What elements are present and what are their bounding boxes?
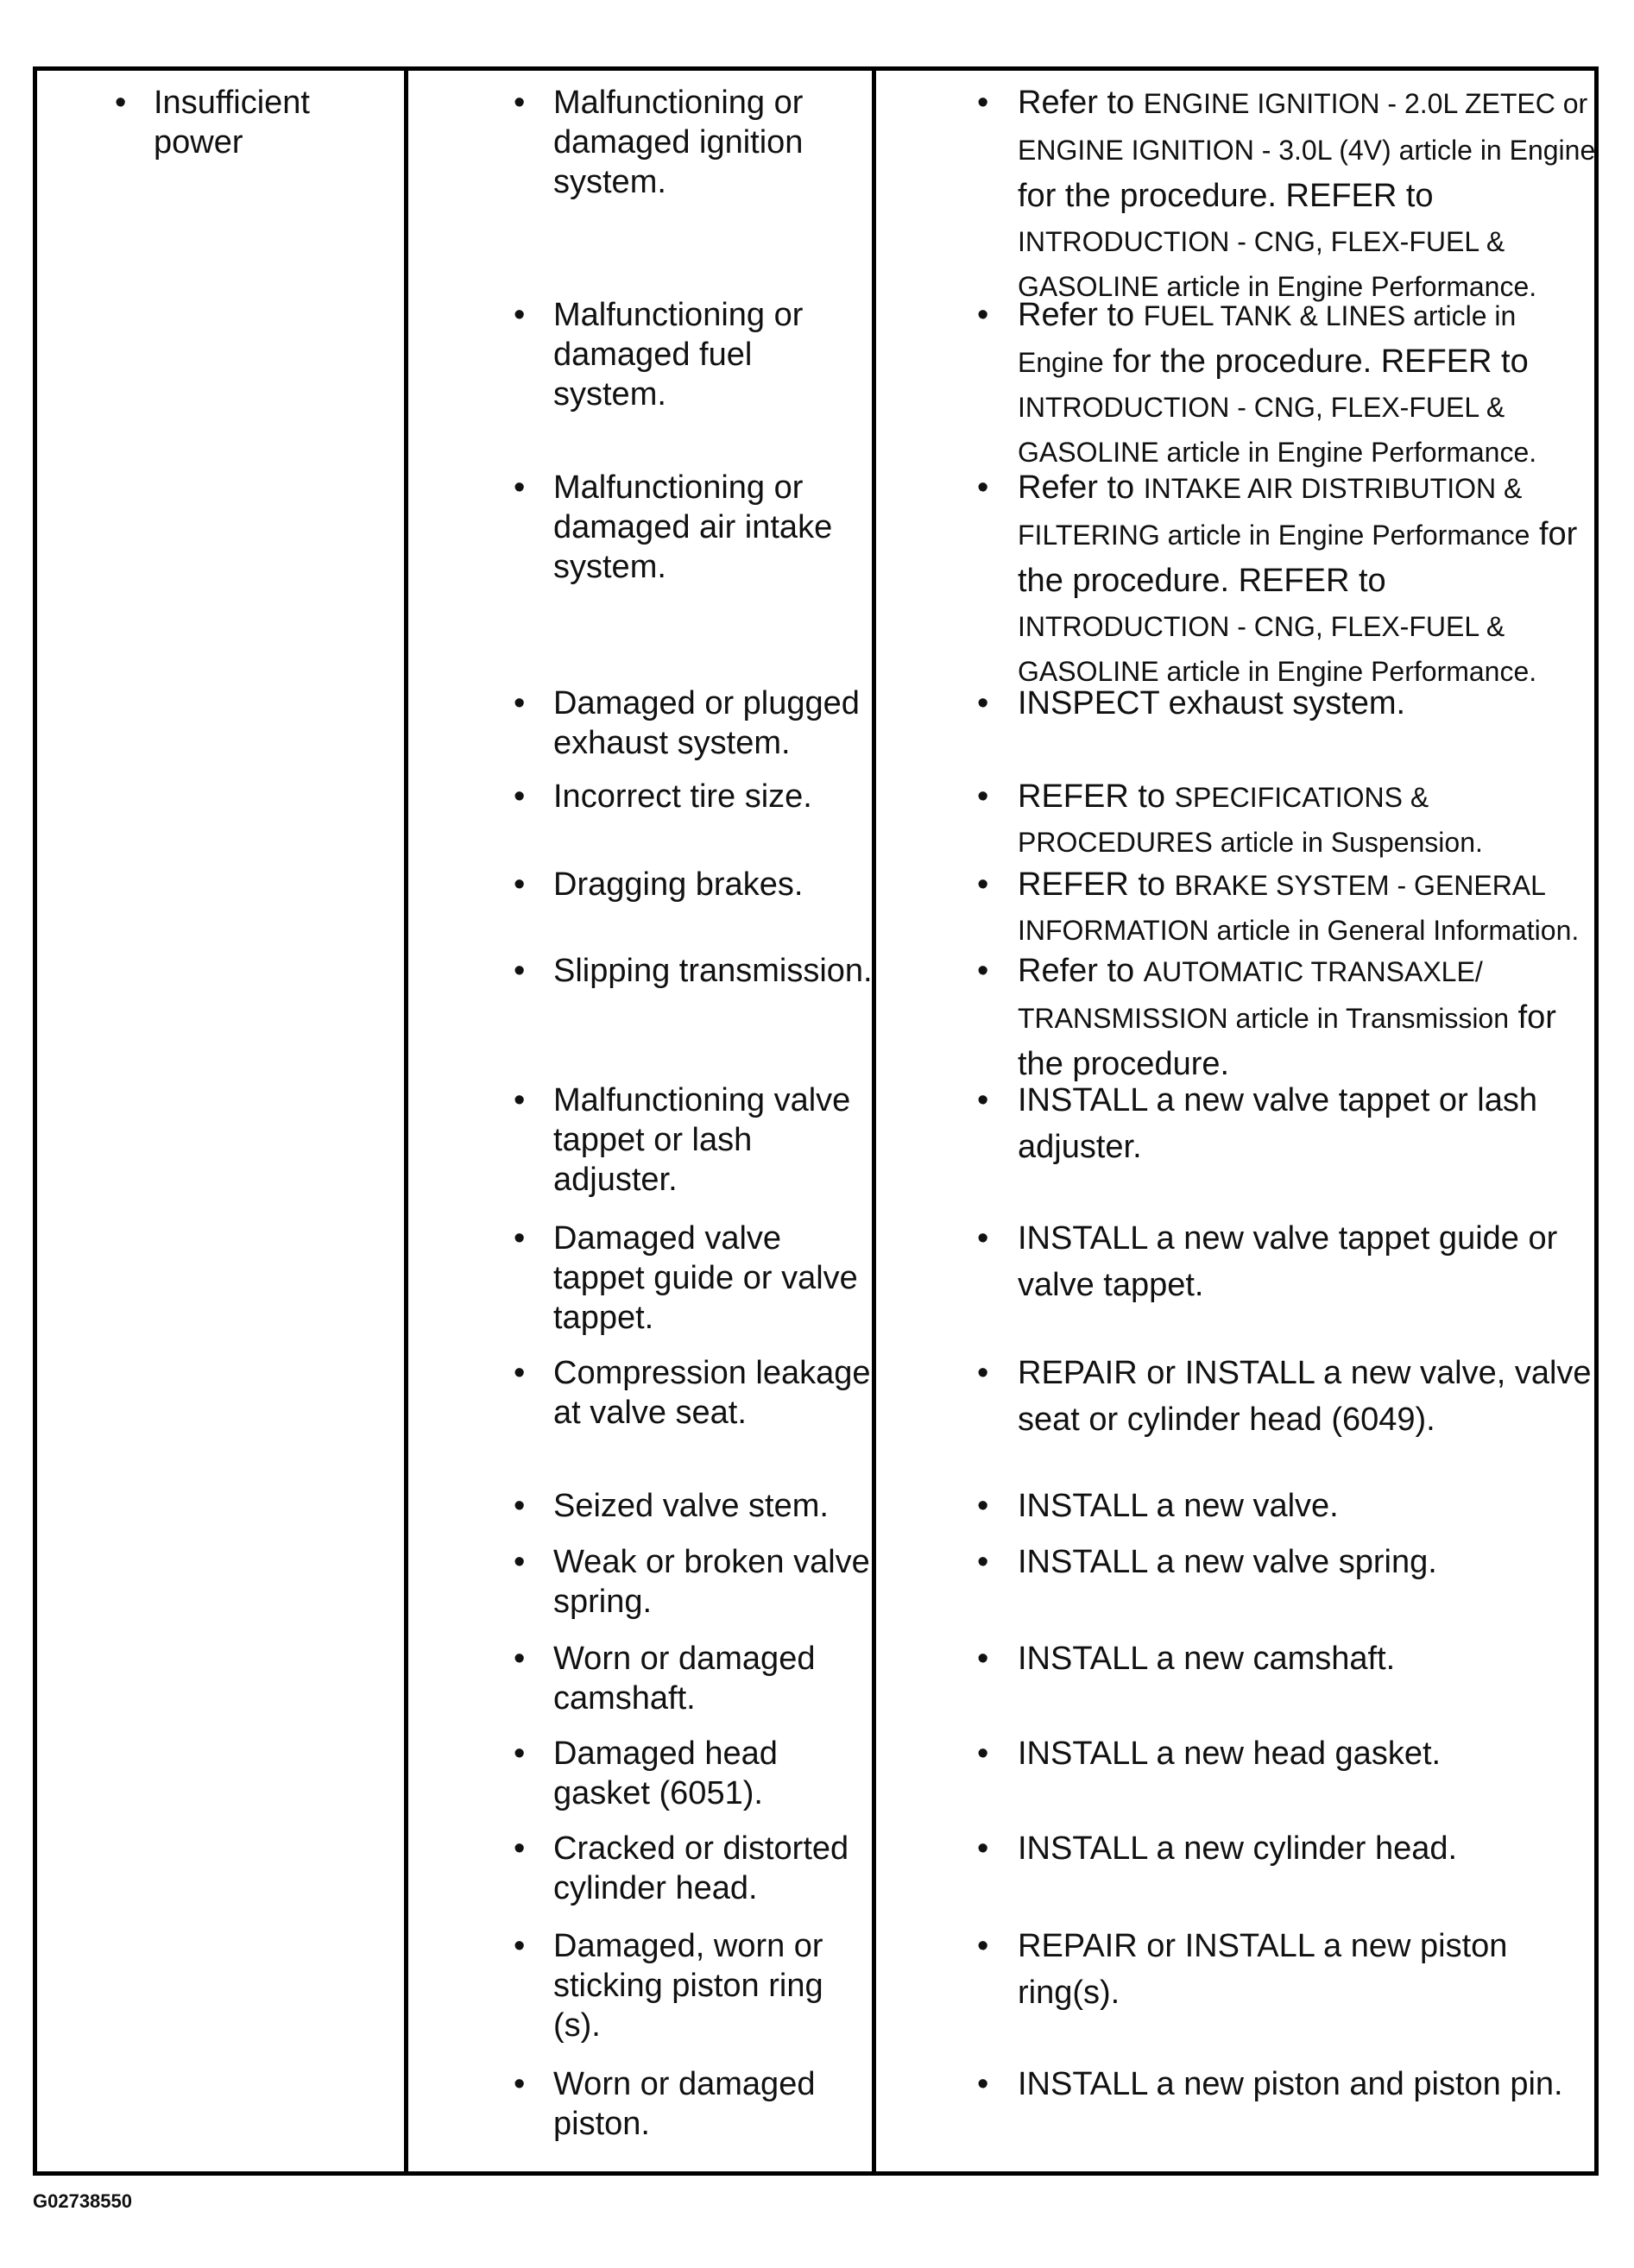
article-reference: SPECIFICATIONS & PROCEDURES article in Suspension.	[1018, 782, 1483, 858]
bullet: •	[514, 85, 526, 121]
cause-text: Dragging brakes.	[553, 866, 804, 903]
cause-text: Malfunctioning or damaged air intake system.	[553, 469, 833, 585]
action-instruction: REFER to	[1018, 778, 1175, 815]
bullet: •	[514, 1544, 526, 1580]
bullet: •	[977, 469, 989, 506]
cause-text: Slipping transmission.	[553, 953, 873, 989]
bullet: •	[977, 1830, 989, 1867]
bullet: •	[977, 1641, 989, 1677]
bullet: •	[977, 2066, 989, 2102]
bullet: •	[514, 685, 526, 721]
cause-text: Damaged valve tappet guide or valve tappet.	[553, 1220, 858, 1336]
action-instruction: INSTALL a new head gasket.	[1018, 1736, 1442, 1772]
cause-text: Seized valve stem.	[553, 1488, 829, 1524]
action-text	[1018, 865, 1600, 956]
action-text	[1018, 1353, 1600, 1446]
action-instruction: REPAIR or INSTALL a new valve, valve seat or cylinder head (6049).	[1018, 1355, 1592, 1438]
cause-text: Weak or broken valve spring.	[553, 1544, 870, 1620]
article-reference: INTRODUCTION - CNG, FLEX-FUEL & GASOLINE article in Engine Performance.	[1018, 611, 1537, 687]
bullet: •	[514, 1641, 526, 1677]
action-text	[1018, 1219, 1600, 1312]
bullet: •	[977, 1220, 989, 1257]
action-instruction: Refer to	[1018, 469, 1144, 506]
cause-text: Worn or damaged camshaft.	[553, 1641, 816, 1717]
troubleshooting-table	[33, 66, 1599, 2176]
article-reference: INTAKE AIR DISTRIBUTION & FILTERING article in Engine Performance	[1018, 473, 1530, 551]
bullet: •	[514, 953, 526, 989]
article-reference: BRAKE SYSTEM - GENERAL INFORMATION article in General Information.	[1018, 870, 1580, 946]
action-instruction: Refer to	[1018, 85, 1144, 121]
bullet: •	[514, 2066, 526, 2102]
action-instruction: INSTALL a new cylinder head.	[1018, 1830, 1458, 1867]
cause-text: Compression leakage at valve seat.	[553, 1355, 871, 1431]
bullet: •	[977, 685, 989, 721]
bullet: •	[977, 1082, 989, 1118]
bullet: •	[115, 85, 127, 121]
cause-text: Malfunctioning or damaged ignition system.	[553, 85, 804, 200]
action-text	[1018, 1639, 1600, 1685]
action-instruction: for the procedure. REFER to	[1103, 343, 1529, 380]
bullet: •	[977, 85, 989, 121]
bullet: •	[514, 469, 526, 506]
bullet: •	[514, 1736, 526, 1772]
cause-text: Malfunctioning or damaged fuel system.	[553, 297, 804, 413]
action-instruction: for the procedure. REFER to	[1018, 516, 1578, 599]
action-instruction: INSTALL a new piston and piston pin.	[1018, 2066, 1563, 2102]
action-text	[1018, 1829, 1600, 1875]
bullet: •	[514, 1220, 526, 1257]
symptom-text: Insufficient power	[154, 85, 310, 161]
action-instruction: for the procedure.	[1018, 999, 1556, 1082]
action-text	[1018, 1926, 1600, 2019]
action-text	[1018, 1080, 1600, 1174]
bullet: •	[514, 297, 526, 333]
bullet: •	[514, 1928, 526, 1964]
action-instruction: for the procedure. REFER to	[1018, 178, 1434, 214]
article-reference: INTRODUCTION - CNG, FLEX-FUEL & GASOLINE article in Engine Performance.	[1018, 392, 1537, 468]
bullet: •	[977, 1736, 989, 1772]
action-instruction: INSTALL a new valve spring.	[1018, 1544, 1437, 1580]
bullet: •	[977, 1544, 989, 1580]
figure-id: G02738550	[33, 2190, 132, 2212]
action-text	[1018, 1734, 1600, 1780]
action-text	[1018, 777, 1600, 868]
cause-text: Cracked or distorted cylinder head.	[553, 1830, 849, 1906]
bullet: •	[977, 1355, 989, 1391]
cause-text: Damaged, worn or sticking piston ring (s).	[553, 1928, 823, 2044]
action-text	[1018, 684, 1600, 730]
action-instruction: REPAIR or INSTALL a new piston ring(s).	[1018, 1928, 1508, 2011]
action-text	[1018, 1486, 1600, 1533]
article-reference: INTRODUCTION - CNG, FLEX-FUEL & GASOLINE article in Engine Performance.	[1018, 226, 1537, 302]
bullet: •	[514, 866, 526, 903]
action-instruction: INSTALL a new camshaft.	[1018, 1641, 1396, 1677]
action-text	[1018, 2064, 1600, 2111]
bullet: •	[514, 1830, 526, 1867]
article-reference: FUEL TANK & LINES article in Engine	[1018, 300, 1517, 378]
action-instruction: Refer to	[1018, 297, 1144, 333]
bullet: •	[514, 1082, 526, 1118]
bullet: •	[977, 866, 989, 903]
action-instruction: Refer to	[1018, 953, 1144, 989]
bullet: •	[977, 297, 989, 333]
action-instruction: REFER to	[1018, 866, 1175, 903]
bullet: •	[977, 1488, 989, 1524]
action-text	[1018, 1542, 1600, 1589]
cause-text: Damaged head gasket (6051).	[553, 1736, 778, 1811]
bullet: •	[514, 1488, 526, 1524]
action-text	[1018, 951, 1600, 1091]
cause-text: Incorrect tire size.	[553, 778, 812, 815]
action-instruction: INSTALL a new valve tappet or lash adjuster.	[1018, 1082, 1537, 1165]
action-text	[1018, 83, 1600, 312]
action-text	[1018, 295, 1600, 478]
action-instruction: INSTALL a new valve.	[1018, 1488, 1339, 1524]
column-divider	[404, 71, 408, 2171]
cause-text: Worn or damaged piston.	[553, 2066, 816, 2142]
bullet: •	[977, 953, 989, 989]
action-instruction: INSTALL a new valve tappet guide or valve tappet.	[1018, 1220, 1558, 1303]
action-instruction: INSPECT exhaust system.	[1018, 685, 1406, 721]
bullet: •	[514, 778, 526, 815]
article-reference: AUTOMATIC TRANSAXLE/ TRANSMISSION article in Transmission	[1018, 956, 1510, 1034]
bullet: •	[514, 1355, 526, 1391]
article-reference: ENGINE IGNITION - 2.0L ZETEC or ENGINE IGNITION - 3.0L (4V) article in Engine	[1018, 88, 1596, 166]
cause-text: Malfunctioning valve tappet or lash adjuster.	[553, 1082, 851, 1198]
bullet: •	[977, 1928, 989, 1964]
bullet: •	[977, 778, 989, 815]
action-text	[1018, 468, 1600, 697]
cause-text: Damaged or plugged exhaust system.	[553, 685, 860, 761]
